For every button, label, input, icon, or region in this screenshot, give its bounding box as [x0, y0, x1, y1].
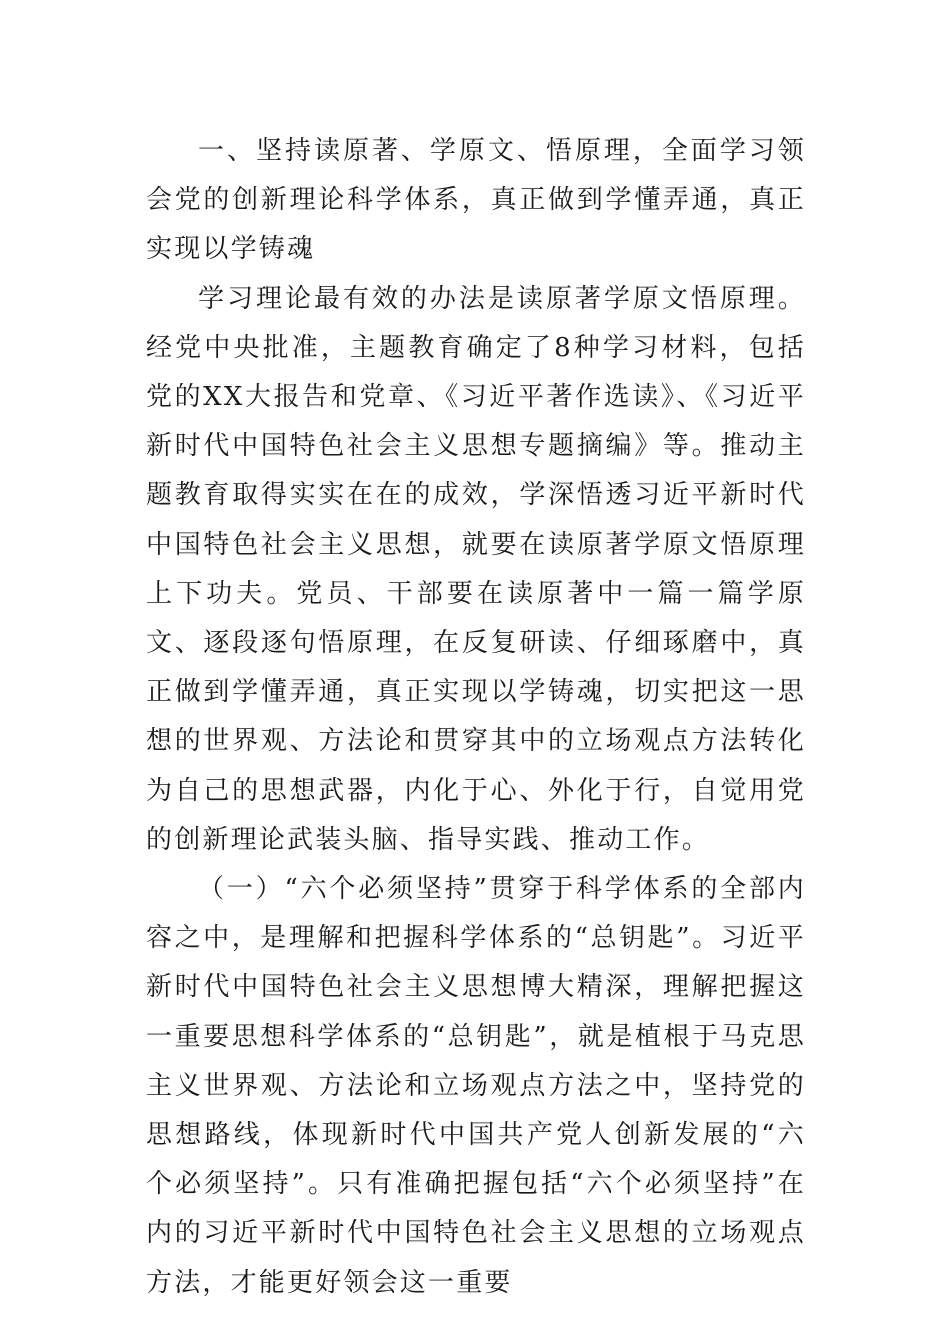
document-body	[146, 127, 806, 1308]
body-paragraph-1: 学习理论最有效的办法是读原著学原文悟原理。经党中央批准，主题教育确定了8种学习材料，包括党的XX大报告和党章、《习近平著作选读》、《习近平新时代中国特色社会主义思想专题摘编》等。推动主题教育取得实实在在的成效，学深悟透习近平新时代中国特色社会主义思想，就要在读原著学原文悟原理上下功夫。党员、干部要在读原著中一篇一篇学原文、逐段逐句悟原理，在反复研读、仔细琢磨中，真正做到学懂弄通，真正实现以学铸魂，切实把这一思想的世界观、方法论和贯穿其中的立场观点方法转化为自己的思想武器，内化于心、外化于行，自觉用党的创新理论武装头脑、指导实践、推动工作。	[146, 283, 806, 855]
body-paragraph-2: （一）“六个必须坚持”贯穿于科学体系的全部内容之中，是理解和把握科学体系的“总钥匙”。习近平新时代中国特色社会主义思想博大精深，理解把握这一重要思想科学体系的“总钥匙”，就是植根于马克思主义世界观、方法论和立场观点方法之中，坚持党的思想路线，体现新时代中国共产党人创新发展的“六个必须坚持”。只有准确把握包括“六个必须坚持”在内的习近平新时代中国特色社会主义思想的立场观点方法，才能更好领会这一重要	[146, 874, 806, 1298]
section-heading: 一、坚持读原著、学原文、悟原理，全面学习领会党的创新理论科学体系，真正做到学懂弄通，真正实现以学铸魂	[146, 136, 806, 265]
